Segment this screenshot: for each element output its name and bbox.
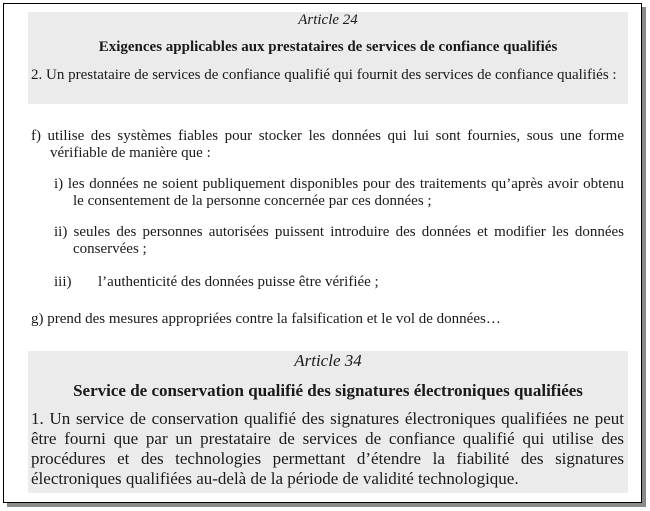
article-24-item-g: g) prend des mesures appropriées contre la falsification et le vol de données… <box>31 311 501 327</box>
article-24-title: Article 24 <box>298 12 358 28</box>
article-24-heading: Exigences applicables aux prestataires de services de confiance qualifiés <box>98 39 558 55</box>
article-24-paragraph-2: 2. Un prestataire de services de confiance qualifié qui fournit des services de confiance qualifiés : <box>31 67 617 83</box>
article-24-item-i: i) les données ne soient publiquement disponibles pour des traitements qu’après avoir obtenu le consentement de la personne concernée par ces données ; <box>54 176 624 209</box>
item-iii-text: l’authenticité des données puisse être vérifiée ; <box>98 274 379 290</box>
article-24-item-iii <box>54 274 624 291</box>
article-34-heading: Service de conservation qualifié des signatures électroniques qualifiées <box>73 381 583 400</box>
document-frame <box>3 3 642 503</box>
item-iii-number: iii) <box>54 274 72 290</box>
article-24-item-ii: ii) seules des personnes autorisées puissent introduire des données et modifier les données conservées ; <box>54 224 624 257</box>
article-34-paragraph-1: 1. Un service de conservation qualifié des signatures électroniques qualifiées ne peut être fourni que par un prestataire de services de confiance qualifié qui utilise des procédures et des technologies permettant d’étendre la fiabilité des signatures électroniques qualifiées au-delà de la période de validité technologique. <box>31 409 624 488</box>
article-34-title: Article 34 <box>294 351 362 370</box>
article-24-item-f: f) utilise des systèmes fiables pour stocker les données qui lui sont fournies, sous une forme vérifiable de manière que : <box>31 128 624 161</box>
